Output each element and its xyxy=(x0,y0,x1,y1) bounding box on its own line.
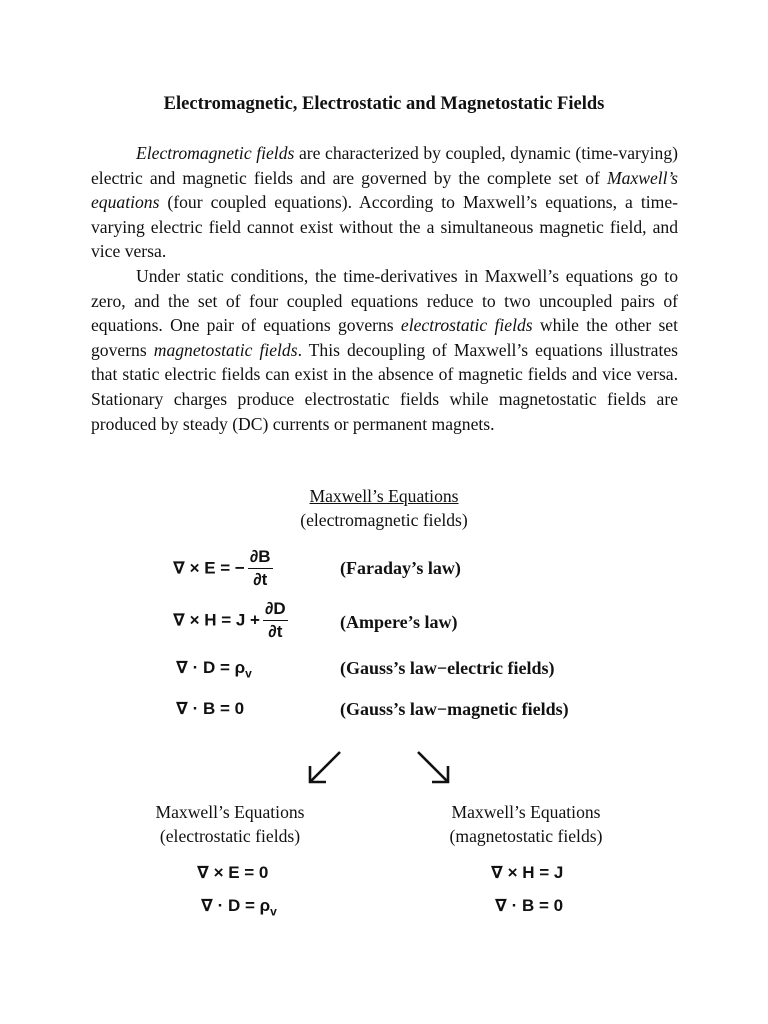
maxwell-heading: Maxwell’s Equations xyxy=(309,486,459,506)
maxwell-subheading: (electromagnetic fields) xyxy=(300,510,468,530)
magnetostatic-divergence-equation: ∇ · B = 0 xyxy=(495,896,564,915)
electrostatic-heading: Maxwell’s Equations xyxy=(155,802,305,822)
ampere-numerator: ∂D xyxy=(263,599,288,621)
electrostatic-heading-block xyxy=(80,800,380,848)
faraday-lhs xyxy=(173,547,273,590)
magnetostatic-heading-block xyxy=(376,800,676,848)
gauss-electric-lhs xyxy=(176,658,252,680)
faraday-denominator: ∂t xyxy=(253,570,268,589)
electrostatic-divergence-text: ∇ · D = ρ xyxy=(201,896,271,915)
electrostatic-curl-equation: ∇ × E = 0 xyxy=(197,863,269,882)
gauss-electric-lhs-text: ∇ · D = ρ xyxy=(176,658,246,677)
magnetostatic-subheading: (magnetostatic fields) xyxy=(449,826,603,846)
ampere-label: (Ampere’s law) xyxy=(340,612,458,632)
gauss-magnetic-lhs: ∇ · B = 0 xyxy=(176,699,245,718)
magnetostatic-heading: Maxwell’s Equations xyxy=(451,802,601,822)
para2-span-3: magnetostatic fields xyxy=(153,339,298,360)
electrostatic-subheading: (electrostatic fields) xyxy=(159,826,301,846)
ampere-fraction xyxy=(263,599,288,642)
gauss-electric-label: (Gauss’s law−electric fields) xyxy=(340,658,555,678)
faraday-lhs-text: ∇ × E = − xyxy=(173,558,245,578)
magnetostatic-curl-equation: ∇ × H = J xyxy=(491,863,564,882)
para1-span-1: are characterized by coupled, dynamic (time-varying) electric and magnetic fields and are governed by the complete set of xyxy=(91,143,678,188)
para2-span-4: . This decoupling of Maxwell’s equations illustrates that static electric fields can exist in the absence of magnetic fields and vice versa. Stationary charges produce electrostatic fields while magnetostatic fields are produced by steady (DC) currents or permanent magnets. xyxy=(91,339,678,434)
para1-span-0: Electromagnetic fields xyxy=(136,143,295,163)
equation-ampere xyxy=(173,599,693,651)
faraday-numerator: ∂B xyxy=(248,547,273,569)
ampere-denominator: ∂t xyxy=(268,622,283,641)
para2-span-1: electrostatic fields xyxy=(400,315,533,336)
electrostatic-divergence-sub: v xyxy=(270,904,277,919)
gauss-magnetic-label: (Gauss’s law−magnetic fields) xyxy=(340,699,569,719)
equation-faraday xyxy=(173,547,693,597)
page-title: Electromagnetic, Electrostatic and Magnetostatic Fields xyxy=(163,94,605,114)
ampere-lhs-text: ∇ × H = J + xyxy=(173,610,260,630)
para2-span-2: while the other set governs xyxy=(91,315,678,360)
para1-span-3: (four coupled equations). According to Maxwell’s equations, a time-varying electric field cannot exist without the a simultaneous magnetic field, and vice versa. xyxy=(91,192,678,262)
faraday-fraction xyxy=(248,547,273,590)
faraday-label: (Faraday’s law) xyxy=(340,558,461,578)
maxwell-heading-block xyxy=(0,484,768,532)
ampere-lhs xyxy=(173,599,288,642)
equation-gauss-electric xyxy=(176,658,696,686)
paragraph-static xyxy=(91,264,678,436)
electrostatic-divergence-equation xyxy=(201,896,277,918)
paragraph-electromagnetic xyxy=(91,141,678,264)
para1-span-2: Maxwell’s equations xyxy=(91,167,678,213)
para2-span-0: Under static conditions, the time-derivatives in Maxwell’s equations go to zero, and the set of four coupled equations reduce to two uncoupled pairs of equations. One pair of equations governs xyxy=(91,266,678,336)
arrow-down-left-icon xyxy=(304,748,348,788)
arrow-down-right-icon xyxy=(412,748,456,788)
gauss-electric-sub: v xyxy=(245,666,252,681)
equation-gauss-magnetic xyxy=(176,699,696,727)
